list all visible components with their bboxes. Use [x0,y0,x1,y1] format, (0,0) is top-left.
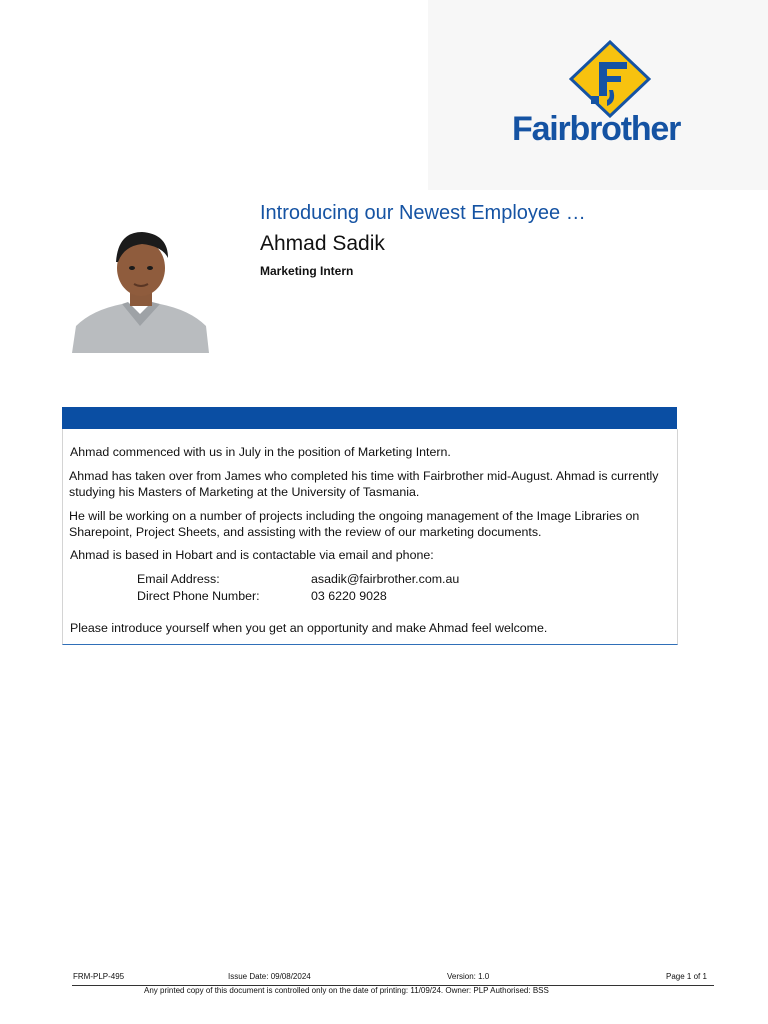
paragraph-contact-intro: Ahmad is based in Hobart and is contactable via email and phone: [70,548,434,562]
footer-issue-date: Issue Date: 09/08/2024 [228,972,311,981]
employee-role: Marketing Intern [260,264,354,278]
footer-page: Page 1 of 1 [666,972,707,981]
paragraph-projects: He will be working on a number of projects including the ongoing management of the Image Libraries on Sharepoint, Project Sheets, and assisting with the review of our marketing documents. [69,509,640,539]
paragraph-welcome: Please introduce yourself when you get an opportunity and make Ahmad feel welcome. [70,621,548,635]
phone-value: 03 6220 9028 [311,589,387,603]
footer-note: Any printed copy of this document is controlled only on the date of printing: 11/09/24. Owner: PLP Authorised: BSS [144,986,549,995]
fairbrother-logo-icon [569,40,651,118]
employee-photo [72,222,209,353]
paragraph-background: Ahmad has taken over from James who completed his time with Fairbrother mid-August. Ahmad is currently studying his Masters of Marketing at the University of Tasmania. [69,469,659,499]
footer-version: Version: 1.0 [447,972,490,981]
phone-label: Direct Phone Number: [137,589,260,603]
paragraph-commenced: Ahmad commenced with us in July in the position of Marketing Intern. [70,445,451,459]
brand-name: Fairbrother [512,110,681,148]
footer-form-id: FRM-PLP-495 [73,972,125,981]
panel-header-bar [62,407,677,429]
email-value[interactable]: asadik@fairbrother.com.au [311,572,460,586]
employee-name: Ahmad Sadik [260,232,385,255]
intro-heading: Introducing our Newest Employee … [260,202,586,224]
email-label: Email Address: [137,572,220,586]
